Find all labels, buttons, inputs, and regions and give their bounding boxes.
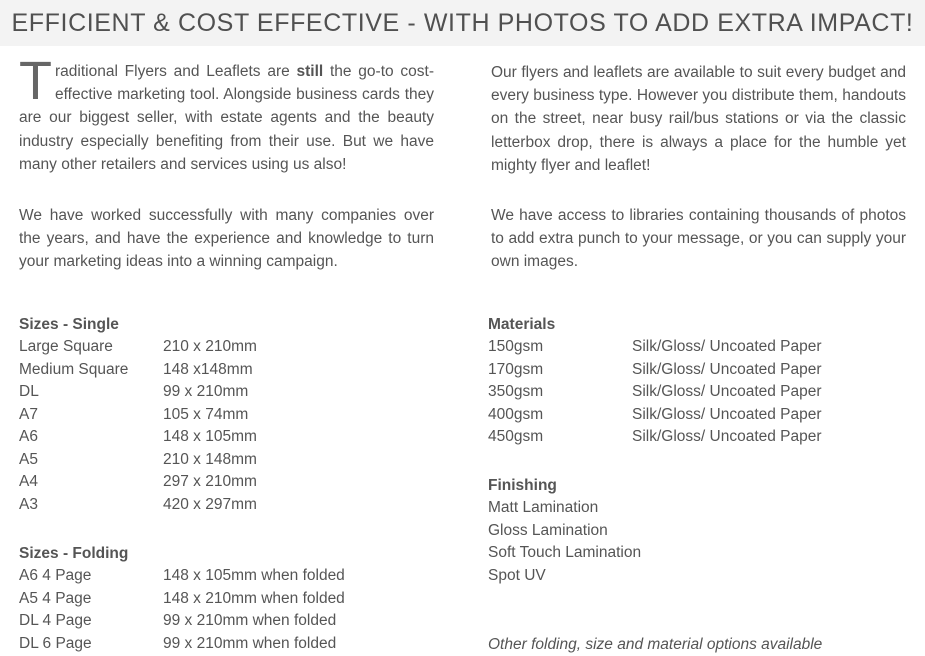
- size-dimensions: 99 x 210mm when folded: [163, 634, 337, 652]
- size-dimensions: 99 x 210mm when folded: [163, 612, 337, 629]
- material-type: Silk/Gloss/ Uncoated Paper: [632, 428, 822, 445]
- list-item: Matt Lamination: [488, 499, 599, 516]
- material-type: Silk/Gloss/ Uncoated Paper: [632, 360, 822, 378]
- intro-paragraph-3: Our flyers and leaflets are available to suit every budget and every business type. However you distribute them, handouts on the street, near busy rail/bus stations or via the classic letterbox drop, there is always a place for the humble yet mighty flyer and leaflet!: [491, 64, 906, 174]
- list-item: Gloss Lamination: [488, 521, 608, 539]
- size-name: A3: [19, 495, 38, 513]
- material-weight: 450gsm: [488, 428, 544, 445]
- material-weight: 350gsm: [488, 383, 544, 400]
- intro-paragraph-4: We have access to libraries containing thousands of photos to add extra punch to your message, or you can supply your own images.: [491, 207, 906, 271]
- material-type: Silk/Gloss/ Uncoated Paper: [632, 383, 822, 400]
- size-name: DL: [19, 383, 39, 400]
- sizes-single-list: [19, 337, 439, 517]
- finishing-heading: Finishing: [488, 477, 557, 494]
- list-item: Spot UV: [488, 566, 546, 584]
- size-name: A6 4 Page: [19, 567, 92, 584]
- material-type: Silk/Gloss/ Uncoated Paper: [632, 405, 822, 423]
- intro-bold-word: still: [296, 63, 324, 80]
- size-dimensions: 105 x 74mm: [163, 405, 249, 423]
- list-item: Soft Touch Lamination: [488, 544, 642, 561]
- size-name: A5: [19, 450, 38, 468]
- size-dimensions: 148 x 210mm when folded: [163, 589, 345, 607]
- size-name: DL 4 Page: [19, 612, 92, 629]
- intro-paragraph-1-end: the go-to cost-effective marketing tool. Alongside business cards they are our biggest seller, with estate agents and the beauty industry especially benefiting from their use. But we have many other retailers and services using us also!: [19, 63, 434, 173]
- materials-list: [488, 337, 908, 449]
- material-weight: 400gsm: [488, 405, 544, 423]
- intro-paragraph-1: [19, 51, 434, 176]
- sizes-folding-list: [19, 566, 439, 656]
- material-weight: 150gsm: [488, 338, 544, 355]
- size-name: DL 6 Page: [19, 634, 92, 652]
- intro-paragraph-2: We have worked successfully with many companies over the years, and have the experience and knowledge to turn your marketing ideas into a winning campaign.: [19, 207, 434, 271]
- size-dimensions: 297 x 210mm: [163, 473, 257, 490]
- size-dimensions: 420 x 297mm: [163, 495, 257, 513]
- footer-note: Other folding, size and material options available: [488, 636, 823, 653]
- finishing-list: [488, 498, 908, 588]
- size-name: Large Square: [19, 338, 113, 355]
- size-name: A4: [19, 473, 38, 490]
- intro-paragraph-1-start: raditional Flyers and Leaflets are: [55, 63, 297, 80]
- size-name: Medium Square: [19, 360, 129, 378]
- sizes-folding-heading: Sizes - Folding: [19, 545, 129, 562]
- material-weight: 170gsm: [488, 360, 544, 378]
- size-dimensions: 148 x 105mm when folded: [163, 567, 345, 584]
- size-dimensions: 210 x 148mm: [163, 450, 257, 468]
- drop-cap: T: [19, 51, 52, 111]
- size-dimensions: 148 x 105mm: [163, 428, 257, 445]
- material-type: Silk/Gloss/ Uncoated Paper: [632, 338, 822, 355]
- materials-heading: Materials: [488, 316, 556, 333]
- size-name: A5 4 Page: [19, 589, 92, 607]
- size-name: A6: [19, 428, 38, 445]
- size-dimensions: 99 x 210mm: [163, 383, 249, 400]
- size-name: A7: [19, 405, 38, 423]
- sizes-single-heading: Sizes - Single: [19, 316, 119, 333]
- size-dimensions: 148 x148mm: [163, 360, 253, 378]
- size-dimensions: 210 x 210mm: [163, 338, 257, 355]
- page-title: EFFICIENT & COST EFFECTIVE - WITH PHOTOS TO ADD EXTRA IMPACT!: [11, 9, 914, 37]
